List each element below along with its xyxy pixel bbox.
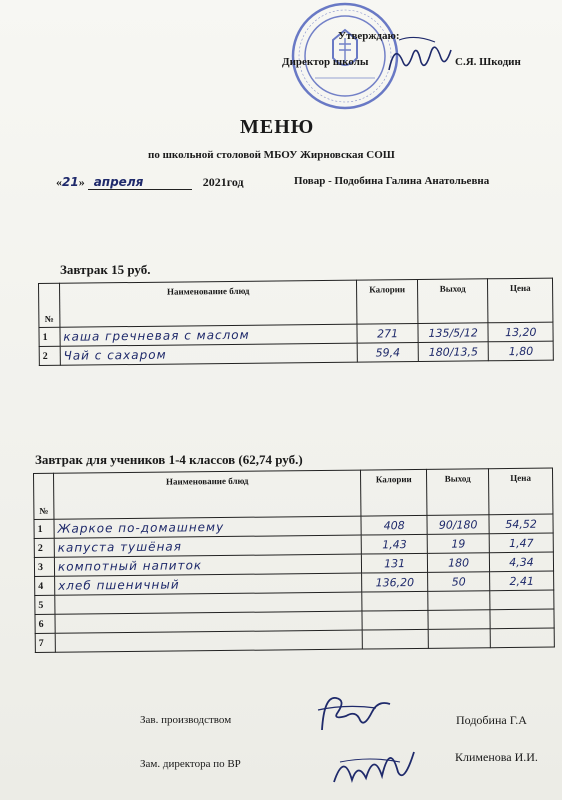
dish-price — [490, 609, 554, 629]
dish-kcal: 131 — [362, 553, 428, 573]
row-number: 5 — [35, 595, 55, 614]
dish-yield: 180 — [427, 553, 489, 573]
table-row — [35, 628, 554, 652]
dish-name: капуста тушёная — [54, 535, 361, 557]
production-name: Подобина Г.А — [456, 713, 527, 727]
dish-price: 13,20 — [488, 322, 553, 342]
dish-kcal — [362, 591, 428, 611]
section-title-breakfast-1-4: Завтрак для учеников 1-4 классов (62,74 руб.) — [35, 452, 303, 467]
column-header: Выход — [417, 279, 488, 324]
row-number: 3 — [34, 557, 54, 576]
dish-name: Жаркое по-домашнему — [54, 516, 361, 538]
deputy-name: Клименова И.И. — [455, 750, 538, 764]
table-row — [39, 341, 553, 365]
page-subtitle: по школьной столовой МБОУ Жирновская СОШ — [148, 149, 395, 161]
dish-name: хлеб пшеничный — [55, 573, 362, 595]
row-number: 1 — [34, 519, 54, 538]
dish-yield: 135/5/12 — [418, 323, 489, 343]
dish-yield: 50 — [428, 572, 490, 592]
row-number: 1 — [39, 327, 60, 346]
dish-yield — [428, 591, 490, 611]
dish-name: компотный напиток — [54, 554, 361, 576]
dish-kcal: 59,4 — [358, 343, 419, 363]
date-day: 21 — [62, 175, 79, 189]
column-header: № — [34, 473, 54, 519]
dish-name — [55, 630, 362, 652]
dish-kcal: 1,43 — [361, 534, 427, 554]
dish-yield: 90/180 — [427, 515, 489, 535]
row-number: 2 — [39, 346, 60, 365]
deputy-signature — [330, 732, 420, 792]
dish-price: 4,34 — [489, 552, 553, 572]
director-signature — [385, 32, 455, 82]
dish-price — [490, 628, 554, 648]
column-header: Калории — [357, 280, 418, 325]
menu-date: «21» апреля 2021год — [56, 175, 244, 189]
column-header: Калории — [361, 469, 427, 516]
director-label: Директор школы — [282, 56, 369, 68]
menu-table-breakfast-15 — [38, 278, 554, 366]
director-name: С.Я. Шкодин — [455, 56, 521, 68]
dish-yield: 19 — [427, 534, 489, 554]
column-header: № — [39, 283, 60, 327]
dish-kcal: 408 — [361, 515, 427, 535]
dish-price: 1,47 — [489, 533, 553, 553]
date-year: 2021год — [202, 175, 244, 189]
dish-price: 2,41 — [490, 571, 554, 591]
dish-name: Чай с сахаром — [60, 343, 358, 365]
dish-price: 54,52 — [489, 514, 553, 534]
dish-yield — [428, 629, 490, 649]
section-title-breakfast-15: Завтрак 15 руб. — [60, 262, 151, 277]
row-number: 6 — [35, 614, 55, 633]
row-number: 7 — [35, 633, 55, 652]
dish-yield: 180/13,5 — [418, 342, 489, 362]
cook-name: Повар - Подобина Галина Анатольевна — [294, 175, 490, 187]
dish-kcal — [362, 610, 428, 630]
production-signature — [316, 690, 396, 734]
column-header: Выход — [427, 469, 489, 516]
dish-price: 1,80 — [489, 341, 554, 361]
dish-price — [490, 590, 554, 610]
approve-label: Утверждаю: — [338, 30, 400, 42]
date-month: апреля — [88, 175, 192, 190]
row-number: 4 — [35, 576, 55, 595]
production-label: Зав. производством — [140, 714, 232, 726]
column-header: Наименование блюд — [53, 470, 361, 519]
column-header: Наименование блюд — [59, 280, 357, 327]
column-header: Цена — [489, 468, 553, 515]
dish-kcal: 271 — [357, 324, 418, 344]
dish-yield — [428, 610, 490, 630]
row-number: 2 — [34, 538, 54, 557]
page-title: МЕНЮ — [240, 116, 315, 138]
dish-kcal — [362, 629, 428, 649]
dish-kcal: 136,20 — [362, 572, 428, 592]
menu-table-breakfast-1-4 — [33, 468, 555, 653]
column-header: Цена — [488, 278, 553, 323]
dish-name: каша гречневая с маслом — [60, 324, 358, 346]
deputy-label: Зам. директора по ВР — [140, 758, 241, 770]
